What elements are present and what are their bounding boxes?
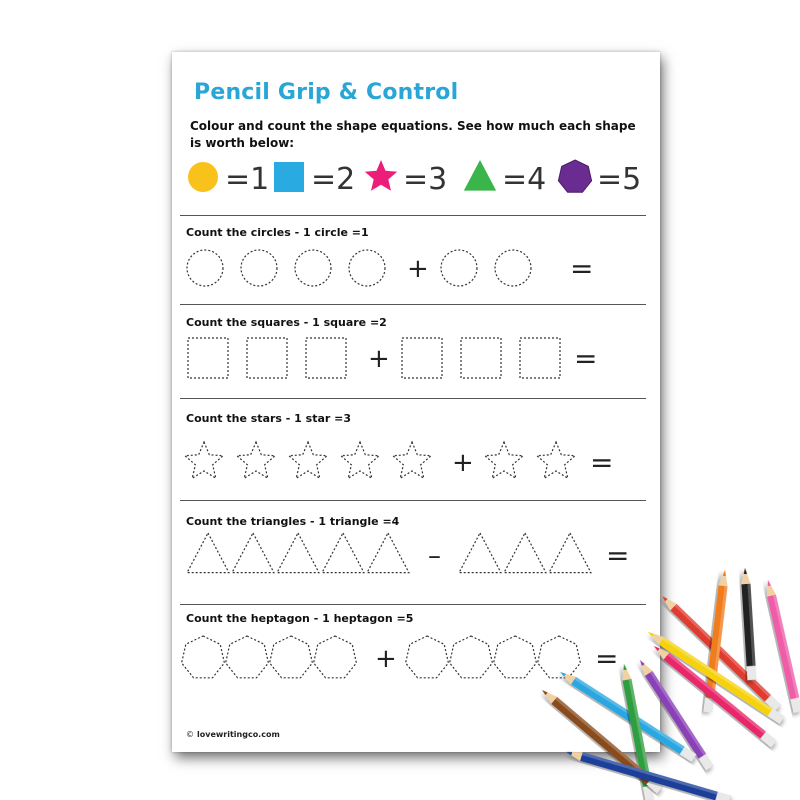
pencil-lead	[566, 750, 573, 755]
pencil-end-cap	[747, 666, 757, 681]
worksheet-instructions: Colour and count the shape equations. See how much each shape is worth below:	[190, 119, 636, 150]
pencil-lead	[622, 664, 626, 671]
pencil-highlight	[773, 595, 800, 712]
pencil-tip	[565, 748, 583, 761]
equals-sign: =	[590, 446, 614, 479]
section-title-circles: Count the circles - 1 circle =1	[186, 226, 369, 239]
pencil-body	[664, 653, 777, 748]
pencil-tip	[719, 569, 730, 586]
section-title-squares: Count the squares - 1 square =2	[186, 316, 387, 329]
equals-sign: =	[574, 342, 598, 375]
equals-sign: =	[570, 252, 594, 285]
colored-pencil	[741, 568, 757, 681]
pencil-end-cap	[715, 792, 731, 800]
pencil-end-cap	[791, 697, 800, 713]
key-value-label: =2	[311, 162, 356, 197]
key-value-label: =5	[597, 162, 642, 197]
equals-sign: =	[595, 642, 619, 675]
operator-sign: +	[375, 644, 397, 674]
section-title-stars: Count the stars - 1 star =3	[186, 412, 352, 425]
operator-sign: –	[428, 541, 441, 571]
pencil-lead	[723, 570, 727, 576]
key-value-label: =3	[403, 162, 448, 197]
key-value-label: =1	[225, 162, 270, 197]
operator-sign: +	[452, 448, 474, 478]
operator-sign: +	[407, 254, 429, 284]
pencil-lead	[743, 568, 747, 574]
colored-pencil	[636, 658, 714, 771]
key-value-label: =4	[502, 162, 547, 197]
section-title-triangles: Count the triangles - 1 triangle =4	[186, 515, 400, 528]
pencil-tip	[620, 663, 632, 680]
pencil-tip	[764, 579, 776, 597]
pencil-body	[767, 595, 800, 713]
section-title-heptagons: Count the heptagon - 1 heptagon =5	[186, 612, 414, 625]
equals-sign: =	[606, 539, 630, 572]
copyright-icon: ©	[186, 730, 194, 739]
pencil-end-cap	[704, 698, 715, 713]
colored-pencil	[764, 579, 800, 713]
operator-sign: +	[368, 344, 390, 374]
pencil-lead	[766, 580, 771, 587]
footer-text: lovewritingco.com	[197, 730, 280, 739]
worksheet-title: Pencil Grip & Control	[194, 80, 459, 105]
